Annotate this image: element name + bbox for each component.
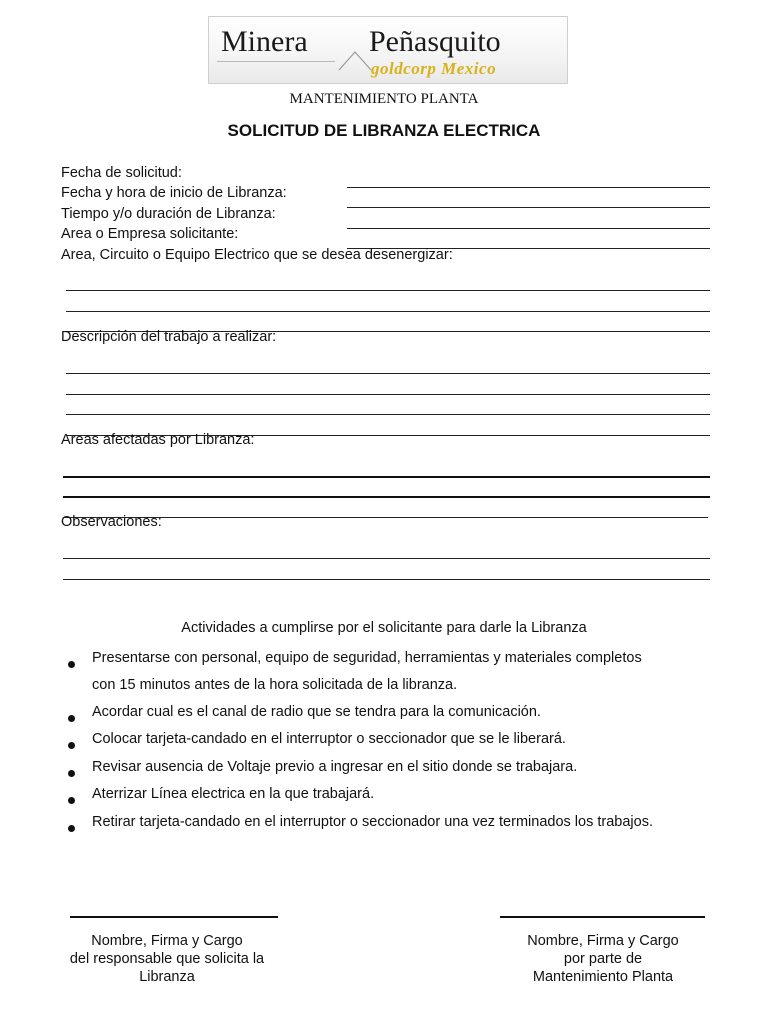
label-areas-afectadas: Areas afectadas por Libranza: xyxy=(61,432,255,448)
fill-line-observaciones-1[interactable] xyxy=(63,558,710,559)
activities-title: Actividades a cumplirse por el solicitante para darle la Libranza xyxy=(181,620,587,636)
bullet-icon xyxy=(68,715,75,722)
department-heading: MANTENIMIENTO PLANTA xyxy=(289,91,479,107)
activity-item-6: Retirar tarjeta-candado en el interruptor o seccionador una vez terminados los trabajos. xyxy=(92,814,653,830)
logo-text-penasquito: Peñasquito xyxy=(369,25,501,58)
bullet-icon xyxy=(68,661,75,668)
logo-text-minera: Minera xyxy=(221,25,308,58)
company-logo xyxy=(208,16,568,84)
signature-caption-line: del responsable que solicita la xyxy=(69,951,265,967)
activity-item-5: Aterrizar Línea electrica en la que trabajará. xyxy=(92,786,375,802)
fill-line-areas-afectadas-2[interactable] xyxy=(63,496,710,498)
signature-caption-solicitante xyxy=(47,932,287,986)
signature-caption-line: Nombre, Firma y Cargo xyxy=(91,933,243,949)
label-descripcion: Descripción del trabajo a realizar: xyxy=(61,329,277,345)
logo-subtitle: goldcorp Mexico xyxy=(371,59,497,78)
fill-line-descripcion-2[interactable] xyxy=(66,394,710,395)
fill-line-observaciones-2[interactable] xyxy=(63,579,710,580)
activity-item-2: Acordar cual es el canal de radio que se tendra para la comunicación. xyxy=(92,704,541,720)
form-title: SOLICITUD DE LIBRANZA ELECTRICA xyxy=(227,121,541,140)
fill-line-area-circuito-1[interactable] xyxy=(66,290,710,291)
label-observaciones: Observaciones: xyxy=(61,514,162,530)
activity-item-1-continued: con 15 minutos antes de la hora solicitada de la libranza. xyxy=(92,677,458,693)
fill-line-areas-afectadas-1[interactable] xyxy=(63,476,710,478)
signature-caption-line: Mantenimiento Planta xyxy=(532,969,674,985)
label-area-empresa: Area o Empresa solicitante: xyxy=(61,226,239,242)
signature-caption-mantenimiento xyxy=(483,932,723,986)
bullet-icon xyxy=(68,770,75,777)
signature-caption-line: Libranza xyxy=(139,969,195,985)
fill-line-fecha-hora-inicio[interactable] xyxy=(347,207,710,208)
label-fecha-solicitud: Fecha de solicitud: xyxy=(61,165,182,181)
signature-caption-line: Nombre, Firma y Cargo xyxy=(527,933,679,949)
bullet-icon xyxy=(68,825,75,832)
activity-item-3: Colocar tarjeta-candado en el interruptor o seccionador que se le liberará. xyxy=(92,731,566,747)
activity-item-4: Revisar ausencia de Voltaje previo a ingresar en el sitio donde se trabajara. xyxy=(92,759,578,775)
fill-line-descripcion-1[interactable] xyxy=(66,373,710,374)
label-fecha-hora-inicio: Fecha y hora de inicio de Libranza: xyxy=(61,185,287,201)
signature-line-solicitante[interactable] xyxy=(70,916,278,918)
bullet-icon xyxy=(68,797,75,804)
fill-line-area-circuito-2[interactable] xyxy=(66,311,710,312)
activity-item-1: Presentarse con personal, equipo de seguridad, herramientas y materiales completos xyxy=(92,650,642,666)
logo-rule-left xyxy=(217,61,335,62)
fill-line-tiempo-duracion[interactable] xyxy=(347,228,710,229)
bullet-icon xyxy=(68,742,75,749)
label-area-circuito: Area, Circuito o Equipo Electrico que se desea desenergizar: xyxy=(61,247,453,263)
fill-line-fecha-solicitud[interactable] xyxy=(347,187,710,188)
mountain-peak-icon xyxy=(337,49,373,71)
label-tiempo-duracion: Tiempo y/o duración de Libranza: xyxy=(61,206,276,222)
signature-caption-line: por parte de xyxy=(563,951,643,967)
fill-line-descripcion-3[interactable] xyxy=(66,414,710,415)
signature-line-mantenimiento[interactable] xyxy=(500,916,705,918)
